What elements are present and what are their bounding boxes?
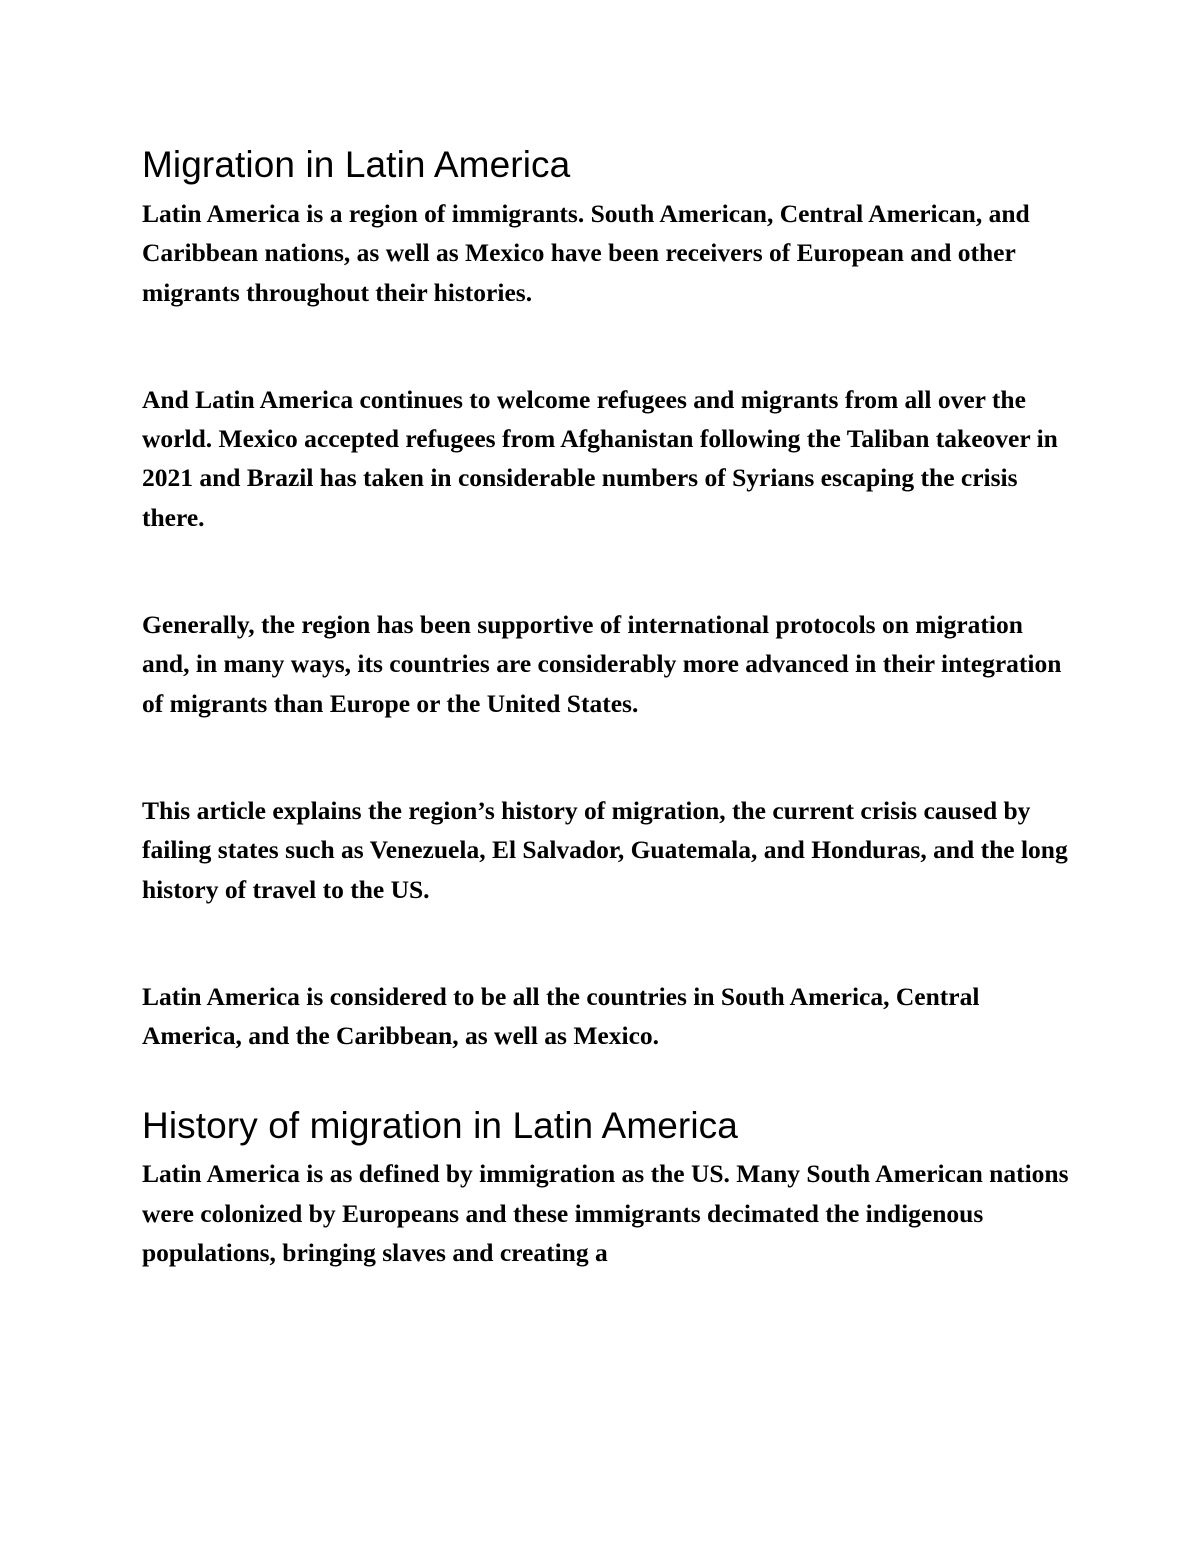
paragraph: This article explains the region’s history of migration, the current crisis caused by failing states such as Venezuela, El Salvador, Guatemala, and Honduras, and the long history of travel to the US.: [142, 795, 1068, 904]
paragraph: And Latin America continues to welcome refugees and migrants from all over the world. Mexico accepted refugees from Afghanistan following the Taliban takeover in 2021 and Brazil has taken in considerable numbers of Syrians escaping the crisis there.: [142, 384, 1058, 532]
history-section: [142, 1103, 1072, 1272]
page-title: Migration in Latin America: [142, 144, 571, 185]
paragraph: Generally, the region has been supportive of international protocols on migration and, in many ways, its countries are considerably more advanced in their integration of migrants than Europe or the United States.: [142, 610, 1062, 718]
document-body: [142, 142, 1072, 1272]
section-heading: History of migration in Latin America: [142, 1105, 738, 1147]
paragraph: Latin America is as defined by immigration as the US. Many South American nations were colonized by Europeans and these immigrants decimated the indigenous populations, bringing slaves and creating a: [142, 1159, 1069, 1268]
paragraph: Latin America is a region of immigrants. South American, Central American, and Caribbean nations, as well as Mexico have been receivers of European and other migrants throughout their histories.: [142, 199, 1030, 307]
paragraph: Latin America is considered to be all the countries in South America, Central America, and the Caribbean, as well as Mexico.: [142, 981, 980, 1051]
